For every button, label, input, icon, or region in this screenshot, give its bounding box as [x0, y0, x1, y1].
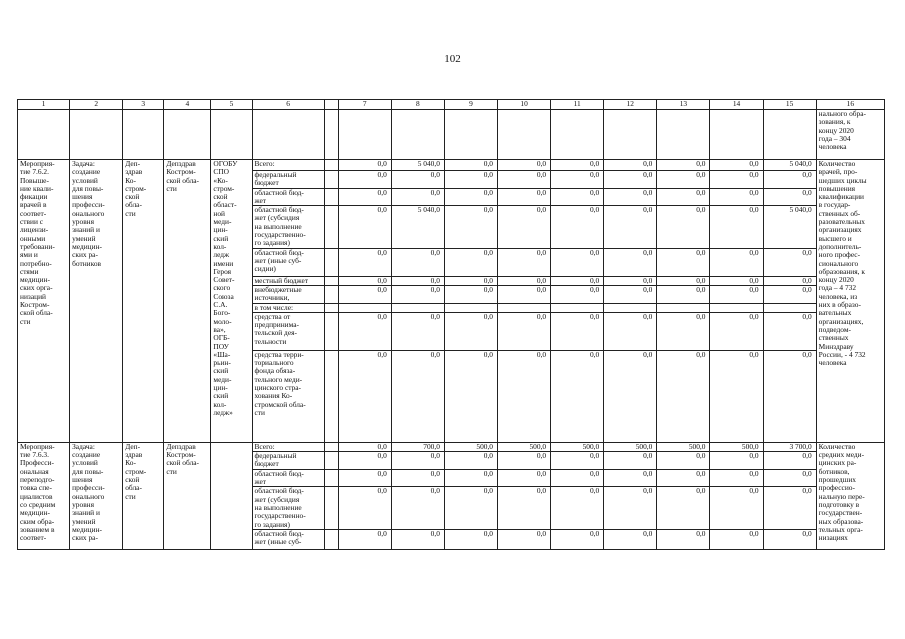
- amount-cell: 0,0: [657, 188, 710, 206]
- measure-name: Мероприя- тие 7.6.3. Професси- ональная переподго- товка спе- циалистов со средним медицин- ским обра- зованием в соответ-: [18, 442, 70, 549]
- funding-source: областной бюд- жет (субсидия на выполнение государственно- го задания): [252, 206, 324, 248]
- amount-cell: 0,0: [763, 285, 816, 303]
- amount-cell: 0,0: [551, 285, 604, 303]
- amount-cell: 0,0: [338, 312, 391, 350]
- amount-cell: 0,0: [338, 171, 391, 189]
- amount-cell: 0,0: [763, 171, 816, 189]
- amount-cell: 0,0: [338, 206, 391, 248]
- amount-cell: 0,0: [498, 206, 551, 248]
- carry-over-row: [18, 110, 885, 160]
- amount-cell: 5 040,0: [763, 160, 816, 171]
- amount-cell: 0,0: [551, 206, 604, 248]
- amount-cell: 0,0: [444, 350, 497, 442]
- amount-cell: 0,0: [391, 452, 444, 470]
- amount-cell: 0,0: [657, 248, 710, 276]
- amount-cell: 0,0: [604, 206, 657, 248]
- empty-cell: [324, 452, 338, 470]
- empty-cell: [324, 469, 338, 487]
- amount-cell: 0,0: [338, 160, 391, 171]
- amount-cell: 700,0: [391, 442, 444, 451]
- amount-cell: 0,0: [498, 160, 551, 171]
- column-header: 10: [498, 100, 551, 110]
- coordinator: Деп- здрав Ко- стром- ской обла- сти: [123, 442, 164, 549]
- amount-cell: 0,0: [710, 350, 763, 442]
- funding-source: областной бюд- жет (иные суб- сидии): [252, 248, 324, 276]
- funding-source: средства от предпринима- тельской дея- тельности: [252, 312, 324, 350]
- amount-cell: 0,0: [657, 469, 710, 487]
- participants: ОГОБУ СПО «Ко- стром- ской област- ной меди- цин- ский кол- ледж имени Героя Совет- ского Союза С.А. Бого- моло- ва», ОГБ- ПОУ «Ша- рьин- ский меди- цин- ский кол- ледж»: [211, 160, 252, 443]
- amount-cell: 0,0: [444, 285, 497, 303]
- empty-cell: [324, 248, 338, 276]
- amount-cell: 0,0: [710, 452, 763, 470]
- amount-cell: 0,0: [551, 469, 604, 487]
- funding-source: областной бюд- жет: [252, 188, 324, 206]
- amount-cell: [657, 303, 710, 312]
- empty-cell: [324, 276, 338, 285]
- amount-cell: 0,0: [710, 312, 763, 350]
- amount-cell: 0,0: [338, 350, 391, 442]
- funding-source: внебюджетные источники,: [252, 285, 324, 303]
- amount-cell: 0,0: [444, 312, 497, 350]
- amount-cell: 0,0: [444, 487, 497, 529]
- amount-cell: 500,0: [657, 442, 710, 451]
- empty-cell: [324, 312, 338, 350]
- amount-cell: 0,0: [763, 529, 816, 549]
- amount-cell: 0,0: [338, 188, 391, 206]
- column-header: 8: [391, 100, 444, 110]
- amount-cell: 0,0: [657, 276, 710, 285]
- amount-cell: 5 040,0: [763, 206, 816, 248]
- amount-cell: 0,0: [710, 206, 763, 248]
- target-indicator: Количество врачей, про- шедших циклы повышения квалификации в государ- ственных об- разовательных организациях высшего и дополнитель- ного профес- сионального образования, к концу 2020 года – 4 732 человека, из них в образо- вательных организациях, подведом- ственных Минздраву России, - 4 732 человека: [816, 160, 884, 443]
- amount-cell: 0,0: [710, 188, 763, 206]
- executor: Депздрав Костром- ской обла- сти: [164, 442, 211, 549]
- column-header: 13: [657, 100, 710, 110]
- amount-cell: 500,0: [604, 442, 657, 451]
- empty-cell: [324, 160, 338, 171]
- amount-cell: 0,0: [763, 469, 816, 487]
- amount-cell: 0,0: [763, 248, 816, 276]
- funding-row: [18, 442, 885, 451]
- empty-cell: [324, 303, 338, 312]
- funding-source: средства терри- ториального фонда обяза- тельного меди- цинского стра- хования Ко- стромской обла- сти: [252, 350, 324, 442]
- amount-cell: 0,0: [551, 312, 604, 350]
- carry-over-indicator: нального обра- зования, к концу 2020 года – 304 человека: [816, 110, 884, 160]
- amount-cell: 0,0: [391, 469, 444, 487]
- amount-cell: 0,0: [551, 171, 604, 189]
- amount-cell: [391, 303, 444, 312]
- funding-source: Всего:: [252, 160, 324, 171]
- amount-cell: 0,0: [338, 442, 391, 451]
- amount-cell: 0,0: [391, 529, 444, 549]
- amount-cell: 0,0: [604, 276, 657, 285]
- column-header: 6: [252, 100, 324, 110]
- empty-cell: [324, 188, 338, 206]
- funding-source: Всего:: [252, 442, 324, 451]
- amount-cell: 0,0: [444, 171, 497, 189]
- header-row: [18, 100, 885, 110]
- amount-cell: 0,0: [391, 285, 444, 303]
- amount-cell: 0,0: [338, 469, 391, 487]
- amount-cell: 0,0: [338, 285, 391, 303]
- participants: [211, 442, 252, 549]
- amount-cell: 0,0: [710, 487, 763, 529]
- amount-cell: 0,0: [338, 452, 391, 470]
- column-header: 5: [211, 100, 252, 110]
- amount-cell: 0,0: [763, 350, 816, 442]
- funding-source: областной бюд- жет: [252, 469, 324, 487]
- amount-cell: 0,0: [604, 350, 657, 442]
- column-header: 14: [710, 100, 763, 110]
- funding-source: федеральный бюджет: [252, 452, 324, 470]
- funding-row: [18, 160, 885, 171]
- amount-cell: 0,0: [498, 350, 551, 442]
- amount-cell: 500,0: [498, 442, 551, 451]
- amount-cell: 0,0: [657, 160, 710, 171]
- amount-cell: [710, 303, 763, 312]
- measure-name: Мероприя- тие 7.6.2. Повыше- ние квали- фикации врачей в соответ- ствии с лицензи- онными требовани- ями и потребно- стями медицин- ских орга- низаций Костром- ской обла- сти: [18, 160, 70, 443]
- amount-cell: 0,0: [657, 487, 710, 529]
- amount-cell: 0,0: [710, 285, 763, 303]
- amount-cell: 0,0: [657, 452, 710, 470]
- amount-cell: 0,0: [498, 276, 551, 285]
- amount-cell: 0,0: [444, 206, 497, 248]
- amount-cell: 0,0: [763, 312, 816, 350]
- amount-cell: 0,0: [657, 285, 710, 303]
- empty-cell: [324, 442, 338, 451]
- amount-cell: 5 040,0: [391, 206, 444, 248]
- amount-cell: 0,0: [657, 350, 710, 442]
- amount-cell: 0,0: [763, 452, 816, 470]
- funding-source: федеральный бюджет: [252, 171, 324, 189]
- amount-cell: 0,0: [498, 171, 551, 189]
- amount-cell: 0,0: [710, 529, 763, 549]
- amount-cell: 0,0: [551, 160, 604, 171]
- column-header: 16: [816, 100, 884, 110]
- amount-cell: 0,0: [391, 171, 444, 189]
- amount-cell: 5 040,0: [391, 160, 444, 171]
- amount-cell: 0,0: [551, 276, 604, 285]
- empty-cell: [324, 285, 338, 303]
- amount-cell: 0,0: [444, 276, 497, 285]
- funding-source: в том числе:: [252, 303, 324, 312]
- page-number: 102: [444, 53, 461, 65]
- amount-cell: 0,0: [444, 452, 497, 470]
- amount-cell: 0,0: [604, 160, 657, 171]
- amount-cell: 0,0: [498, 469, 551, 487]
- amount-cell: 500,0: [710, 442, 763, 451]
- column-header: 9: [444, 100, 497, 110]
- amount-cell: 0,0: [498, 285, 551, 303]
- amount-cell: 0,0: [604, 312, 657, 350]
- amount-cell: 0,0: [604, 171, 657, 189]
- amount-cell: 0,0: [657, 529, 710, 549]
- amount-cell: 0,0: [604, 487, 657, 529]
- amount-cell: 0,0: [604, 452, 657, 470]
- amount-cell: 0,0: [391, 248, 444, 276]
- amount-cell: 0,0: [444, 469, 497, 487]
- amount-cell: 0,0: [710, 469, 763, 487]
- funding-source: местный бюджет: [252, 276, 324, 285]
- amount-cell: 0,0: [604, 188, 657, 206]
- column-header: 11: [551, 100, 604, 110]
- amount-cell: 0,0: [444, 529, 497, 549]
- amount-cell: [498, 303, 551, 312]
- amount-cell: [604, 303, 657, 312]
- amount-cell: 0,0: [657, 312, 710, 350]
- amount-cell: 0,0: [604, 469, 657, 487]
- amount-cell: 0,0: [551, 529, 604, 549]
- column-header: 15: [763, 100, 816, 110]
- amount-cell: 0,0: [498, 487, 551, 529]
- empty-cell: [324, 206, 338, 248]
- amount-cell: 0,0: [763, 276, 816, 285]
- amount-cell: [551, 303, 604, 312]
- column-header: 2: [70, 100, 123, 110]
- amount-cell: 0,0: [498, 312, 551, 350]
- executor: Депздрав Костром- ской обла- сти: [164, 160, 211, 443]
- amount-cell: 0,0: [763, 188, 816, 206]
- empty-cell: [324, 487, 338, 529]
- amount-cell: 3 700,0: [763, 442, 816, 451]
- amount-cell: 0,0: [657, 206, 710, 248]
- amount-cell: [338, 303, 391, 312]
- amount-cell: 0,0: [444, 188, 497, 206]
- task: Задача: создание условий для повы- шения професси- онального уровня знаний и умений медицин- ских ра-: [70, 442, 123, 549]
- amount-cell: 0,0: [498, 248, 551, 276]
- column-header: 1: [18, 100, 70, 110]
- amount-cell: 0,0: [710, 171, 763, 189]
- amount-cell: 0,0: [604, 248, 657, 276]
- amount-cell: [444, 303, 497, 312]
- coordinator: Деп- здрав Ко- стром- ской обла- сти: [123, 160, 164, 443]
- amount-cell: 0,0: [391, 487, 444, 529]
- amount-cell: 0,0: [498, 529, 551, 549]
- empty-cell: [324, 529, 338, 549]
- column-header: 12: [604, 100, 657, 110]
- target-indicator: Количество средних меди- цинских ра- ботников, прошедших профессио- нальную пере- подготовку в государствен- ных образова- тельных орга- низациях: [816, 442, 884, 549]
- task: Задача: создание условий для повы- шения професси- онального уровня знаний и умений медицин- ских ра- ботников: [70, 160, 123, 443]
- amount-cell: 0,0: [391, 350, 444, 442]
- amount-cell: 0,0: [763, 487, 816, 529]
- amount-cell: 0,0: [551, 452, 604, 470]
- amount-cell: 0,0: [391, 276, 444, 285]
- column-header: [324, 100, 338, 110]
- funding-source: областной бюд- жет (субсидия на выполнение государственно- го задания): [252, 487, 324, 529]
- column-header: 4: [164, 100, 211, 110]
- amount-cell: 0,0: [551, 248, 604, 276]
- amount-cell: 0,0: [444, 160, 497, 171]
- amount-cell: 0,0: [710, 248, 763, 276]
- amount-cell: 0,0: [498, 452, 551, 470]
- amount-cell: 500,0: [444, 442, 497, 451]
- empty-cell: [324, 350, 338, 442]
- amount-cell: 500,0: [551, 442, 604, 451]
- amount-cell: 0,0: [338, 487, 391, 529]
- amount-cell: 0,0: [604, 529, 657, 549]
- amount-cell: 0,0: [604, 285, 657, 303]
- amount-cell: 0,0: [551, 487, 604, 529]
- column-header: 7: [338, 100, 391, 110]
- amount-cell: 0,0: [444, 248, 497, 276]
- amount-cell: [763, 303, 816, 312]
- amount-cell: 0,0: [391, 312, 444, 350]
- amount-cell: 0,0: [498, 188, 551, 206]
- amount-cell: 0,0: [391, 188, 444, 206]
- table-body: [18, 100, 885, 550]
- amount-cell: 0,0: [710, 276, 763, 285]
- amount-cell: 0,0: [551, 350, 604, 442]
- amount-cell: 0,0: [338, 276, 391, 285]
- amount-cell: 0,0: [657, 171, 710, 189]
- amount-cell: 0,0: [338, 248, 391, 276]
- column-header: 3: [123, 100, 164, 110]
- empty-cell: [324, 171, 338, 189]
- amount-cell: 0,0: [710, 160, 763, 171]
- funding-source: областной бюд- жет (иные суб-: [252, 529, 324, 549]
- budget-table: [17, 99, 885, 550]
- amount-cell: 0,0: [338, 529, 391, 549]
- amount-cell: 0,0: [551, 188, 604, 206]
